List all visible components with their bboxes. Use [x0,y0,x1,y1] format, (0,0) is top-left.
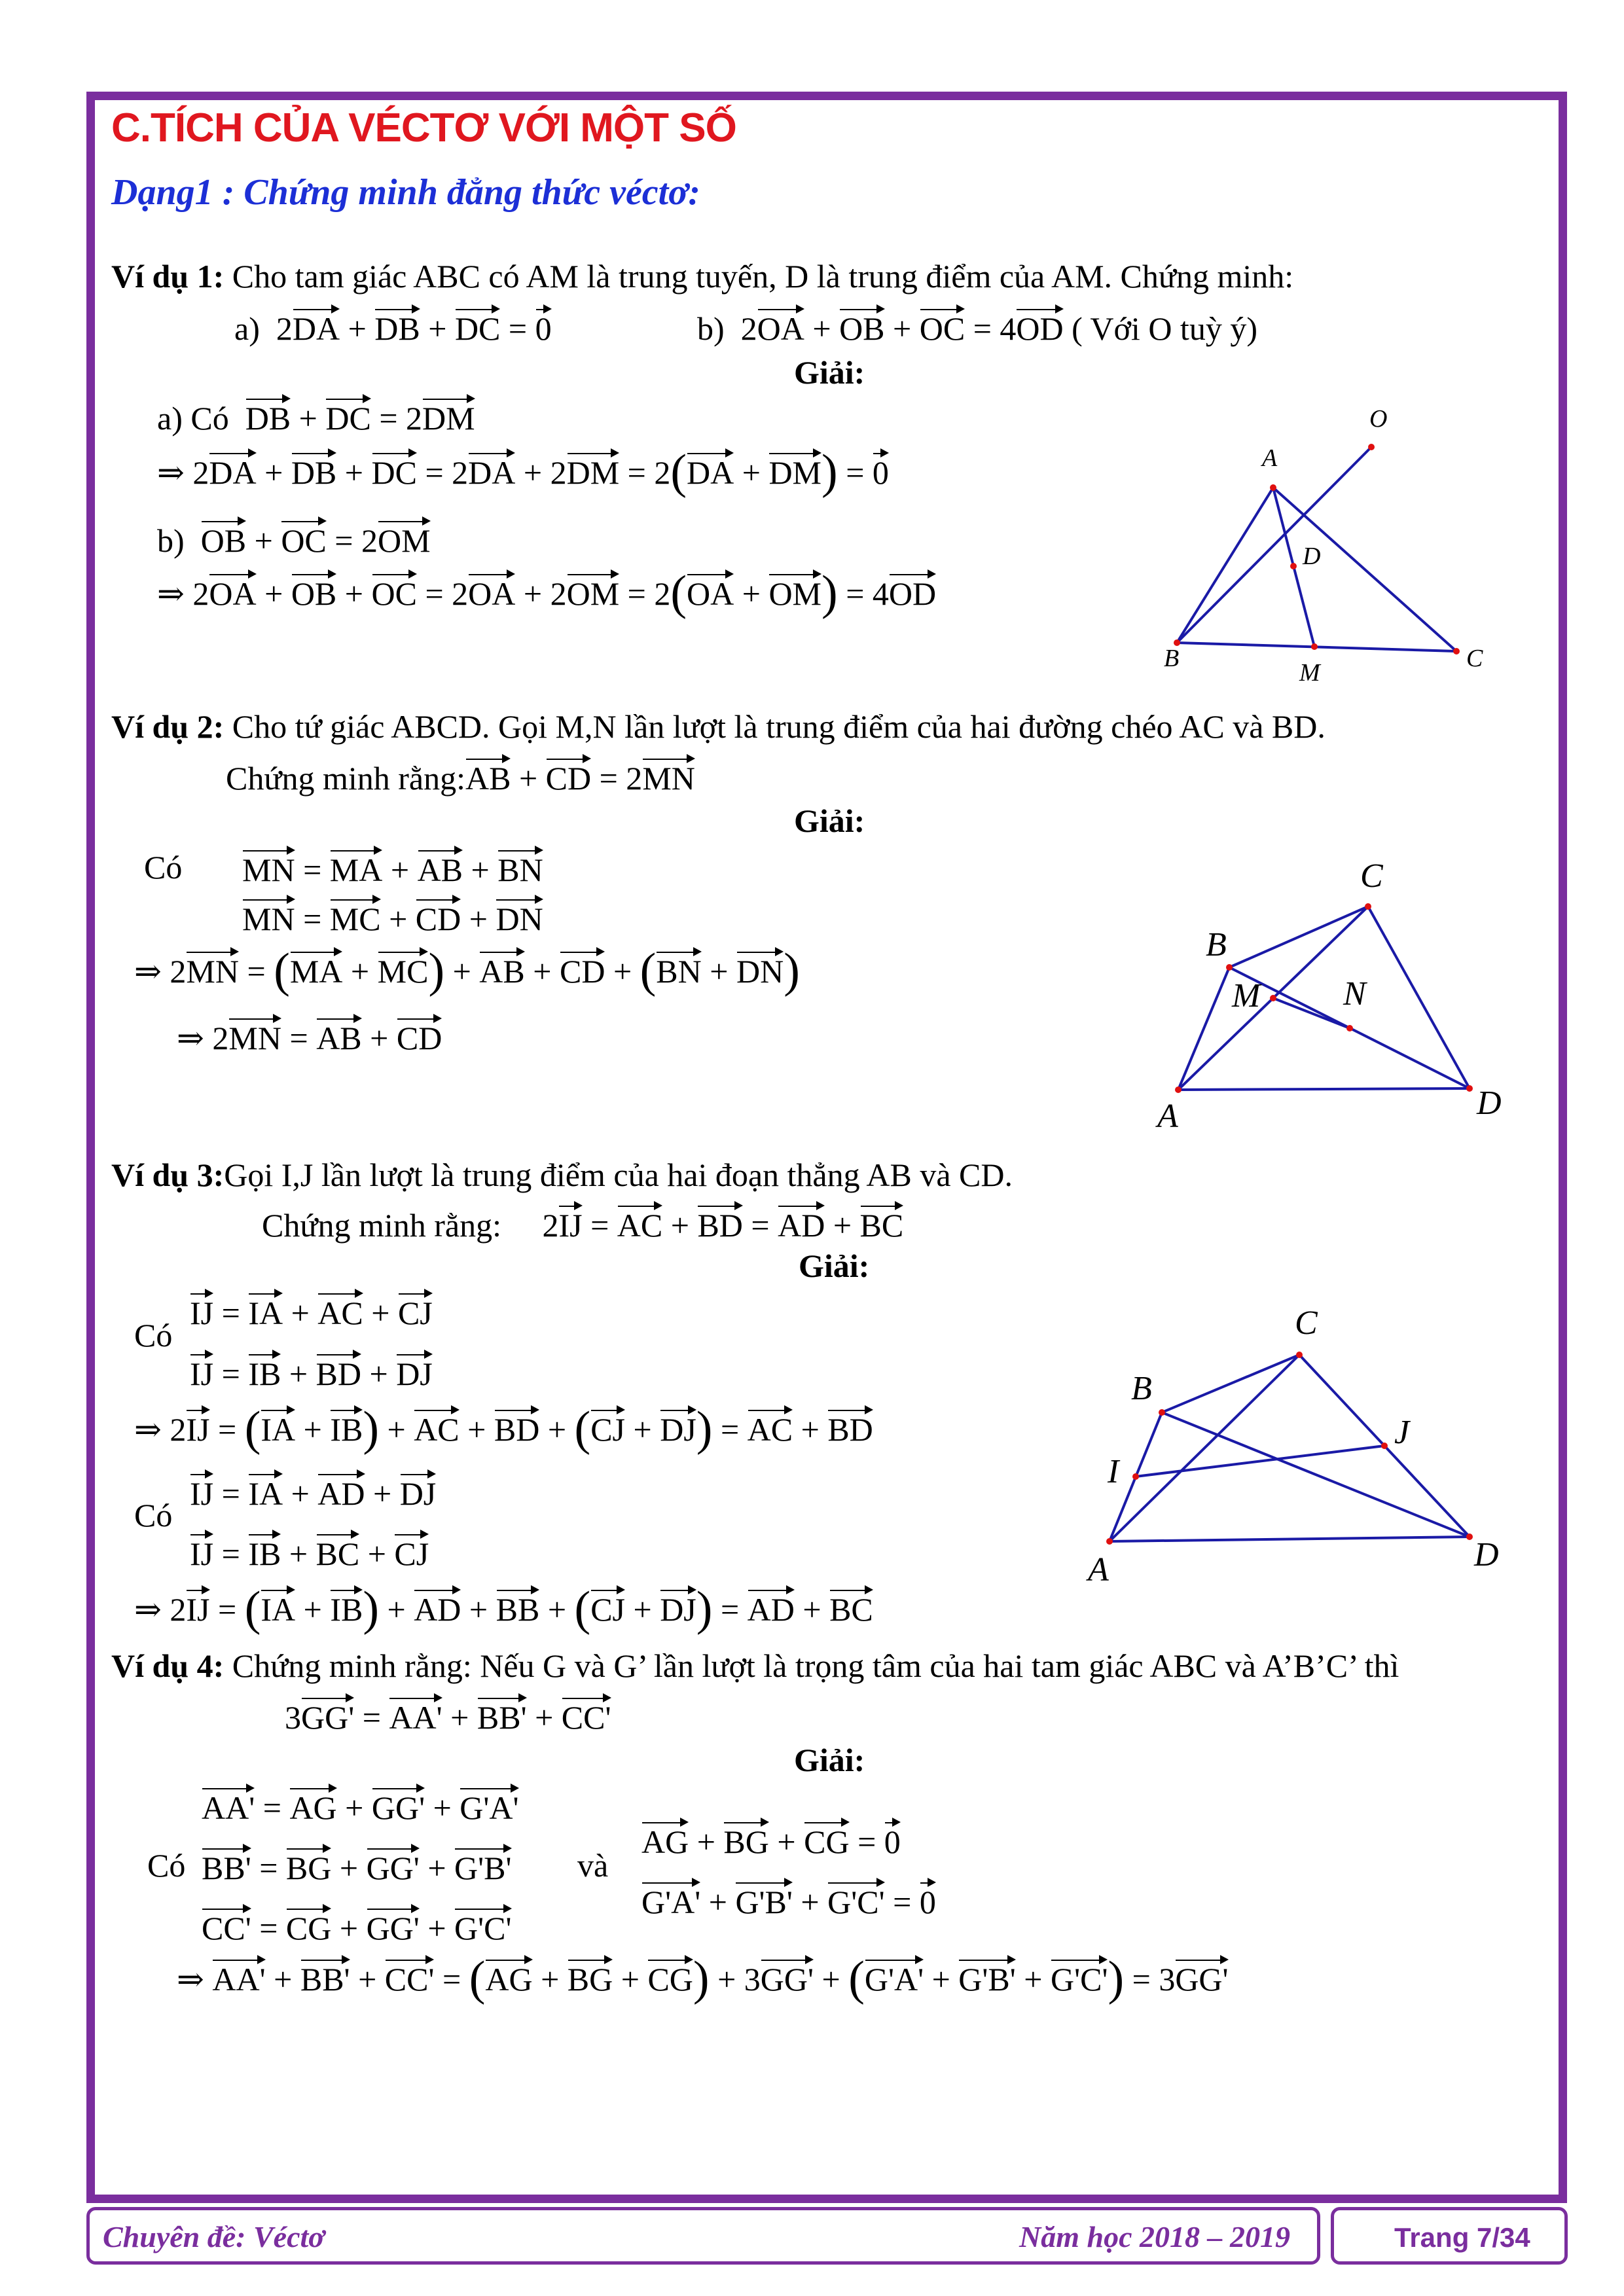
ex2-label: Ví dụ 2: [111,708,225,745]
segment-bc [1162,1355,1299,1412]
point-j [1381,1443,1388,1449]
point-c [1296,1352,1303,1358]
footer-year: Năm học 2018 – 2019 [1019,2220,1290,2253]
segment-mn [1273,998,1350,1028]
label-a: A [1088,1551,1109,1588]
ex4-va: và [577,1847,609,1884]
point-d [1466,1534,1473,1540]
ex1-sol-a-line2: ⇒ 2DA + DB + DC = 2DA + 2DM = 2(DA + DM) = 0 [157,445,889,499]
point-i [1132,1473,1139,1480]
point-o [1368,444,1375,450]
ex3-co-1: Có [134,1317,173,1354]
ex4-co: Có [147,1847,186,1884]
ex1-statement [111,257,1293,296]
ex1-text: Cho tam giác ABC có AM là trung tuyến, D là trung điểm của AM. Chứng minh: [232,258,1294,295]
label-j: J [1394,1414,1410,1451]
ex4-text: Chứng minh rằng: Nếu G và G’ lần lượt là trọng tâm của hai tam giác ABC và A’B’C’ thì [232,1647,1399,1684]
part-a-label: a) [234,310,260,347]
segment-bc [1229,906,1368,967]
ex4-sol-line5: G'A' + G'B' + G'C' = 0 [641,1880,936,1922]
diagonal-bd [1162,1412,1470,1537]
ex2-co: Có [144,849,183,886]
segment-ij [1136,1446,1384,1477]
point-d [1466,1085,1473,1092]
ex4-sol-line6: ⇒ AA' + BB' + CC' = (AG + BG + CG) + 3GG' + (G'A' + G'B' + G'C') = 3GG' [177,1952,1229,2005]
ex4-sol-line3: CC' = CG + GG' + G'C' [202,1906,512,1948]
label-b: B [1206,926,1227,963]
point-b [1159,1409,1165,1416]
ex1-sol-b-line1: b) OB + OC = 2OM [157,518,431,560]
ex3-text: Gọi I,J lần lượt là trung điểm của hai đoạn thẳng AB và CD. [224,1157,1013,1193]
ex3-claim: Chứng minh rằng: 2IJ = AC + BD = AD + BC [262,1203,903,1245]
ex3-statement [111,1155,1013,1194]
ex4-sol-line2: BB' = BG + GG' + G'B' [202,1846,512,1888]
ex4-sol-line1: AA' = AG + GG' + G'A' [202,1785,519,1827]
point-b [1226,964,1233,971]
label-c: C [1295,1304,1318,1342]
ex2-statement [111,707,1326,746]
ex4-claim: 3GG' = AA' + BB' + CC' [285,1695,611,1737]
segment-cd [1368,906,1470,1088]
ex4-statement [111,1646,1399,1685]
segment-ab [1178,967,1229,1090]
point-a [1270,484,1276,491]
label-i: I [1108,1453,1119,1490]
part-b-label: b) [697,310,725,347]
label-m: M [1232,977,1261,1014]
footer-page: Trang 7/34 [1394,2222,1530,2253]
ex3-figure [1047,1283,1545,1597]
label-b: B [1131,1370,1152,1407]
ex2-prove: Chứng minh rằng: [226,760,465,797]
point-m [1270,995,1276,1001]
ex4-solution-label: Giải: [794,1742,865,1778]
ex2-sol-line4: ⇒ 2MN = AB + CD [177,1016,442,1058]
ex1-label: Ví dụ 1: [111,258,225,295]
ex3-prove: Chứng minh rằng: [262,1207,501,1244]
ex1-claim-b: b) 2OA + OB + OC = 4OD ( Với O tuỳ ý) [697,306,1257,348]
segment-bo [1177,447,1371,643]
point-d [1290,563,1297,569]
label-a: A [1262,444,1278,472]
point-a [1175,1086,1182,1093]
ex1-sol-b-prefix: b) [157,522,185,559]
ex3-sol-line6: ⇒ 2IJ = (IA + IB) + AD + BB + (CJ + DJ) = AD + BC [134,1582,873,1636]
ex3-sol-line4: IJ = IA + AD + DJ [190,1471,436,1513]
label-d: D [1477,1085,1502,1122]
ex3-sol-line5: IJ = IB + BC + CJ [190,1532,429,1573]
ex3-sol-line1: IJ = IA + AC + CJ [190,1291,433,1333]
point-n [1346,1025,1353,1031]
footer-page-box [1331,2207,1568,2265]
point-c [1365,903,1371,910]
ex4-sol-line4: AG + BG + CG = 0 [641,1820,901,1861]
ex1-figure [1113,393,1506,700]
label-d: D [1474,1536,1499,1573]
ex2-claim: Chứng minh rằng:AB + CD = 2MN [226,756,695,798]
footer-topic: Chuyên đề: Véctơ [103,2220,325,2253]
label-a: A [1157,1098,1178,1135]
ex1-sol-a-line1: a) Có DB + DC = 2DM [157,396,475,438]
point-a [1106,1538,1113,1545]
ex2-solution-label: Giải: [794,802,865,839]
section-subtitle: Dạng1 : Chứng minh đẳng thức véctơ: [111,172,700,213]
label-d: D [1303,543,1321,570]
ex3-sol-line2: IJ = IB + BD + DJ [190,1352,433,1393]
ex3-label: Ví dụ 3: [111,1157,225,1193]
ex2-sol-line3: ⇒ 2MN = (MA + MC) + AB + CD + (BN + DN) [134,944,800,997]
ex1-note: ( Với O tuỳ ý) [1072,310,1257,347]
segment-ad [1178,1088,1470,1090]
label-n: N [1343,975,1366,1013]
ex1-solution-label: Giải: [794,354,865,391]
point-m [1311,643,1318,650]
segment-ad [1110,1537,1470,1541]
label-m: M [1299,659,1320,687]
ex2-figure [1113,844,1506,1145]
ex2-sol-line2: MN = MC + CD + DN [242,897,543,939]
section-title: C.TÍCH CỦA VÉCTƠ VỚI MỘT SỐ [111,105,736,151]
ex2-sol-line1: MN = MA + AB + BN [242,848,543,889]
ex2-text: Cho tứ giác ABCD. Gọi M,N lần lượt là trung điểm của hai đường chéo AC và BD. [232,708,1326,745]
ex3-figure-lines [1110,1355,1470,1541]
label-b: B [1164,645,1180,672]
segment-ac [1273,488,1456,651]
ex1-sol-b-line2: ⇒ 2OA + OB + OC = 2OA + 2OM = 2(OA + OM) = 4OD [157,566,937,620]
ex1-claim-a: a) 2DA + DB + DC = 0 [234,306,552,348]
point-c [1453,648,1460,655]
footer-info-box [86,2207,1320,2265]
label-o: O [1369,405,1388,433]
ex1-sol-a-prefix: a) Có [157,400,229,437]
segment-ab [1177,488,1273,643]
ex3-co-2: Có [134,1497,173,1534]
label-c: C [1466,645,1483,672]
ex3-sol-line3: ⇒ 2IJ = (IA + IB) + AC + BD + (CJ + DJ) = AC + BD [134,1402,873,1456]
label-c: C [1360,857,1383,895]
ex4-label: Ví dụ 4: [111,1647,225,1684]
ex3-solution-label: Giải: [799,1247,870,1284]
